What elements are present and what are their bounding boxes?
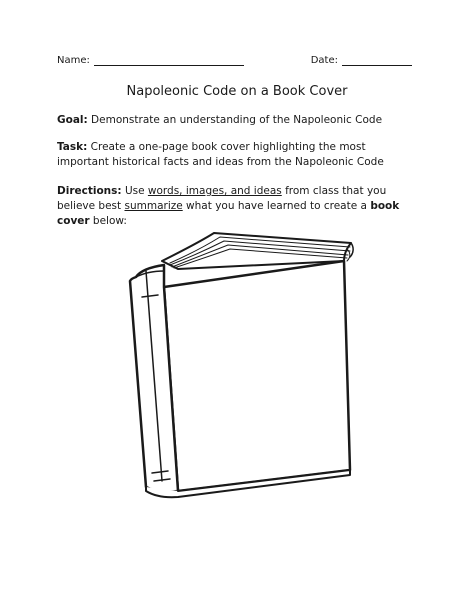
book-icon (118, 225, 366, 500)
date-blank-line[interactable] (342, 55, 412, 66)
header-row (57, 55, 412, 66)
date-label: Date: (310, 55, 338, 66)
name-blank-line[interactable] (94, 55, 244, 66)
name-field (57, 55, 244, 66)
goal-paragraph (57, 113, 416, 128)
directions-underlined-2: summarize (124, 200, 183, 212)
directions-underlined-1: words, images, and ideas (147, 185, 282, 197)
goal-text: Demonstrate an understanding of the Napoleonic Code (87, 114, 383, 126)
task-paragraph (57, 140, 416, 170)
name-label: Name: (57, 55, 90, 66)
goal-label: Goal: (57, 114, 88, 126)
directions-text-4: below: (89, 215, 127, 227)
directions-label: Directions: (57, 185, 122, 197)
page-title: Napoleonic Code on a Book Cover (126, 84, 348, 99)
directions-paragraph (57, 184, 416, 229)
date-field (311, 55, 412, 66)
directions-text-3: what you have learned to create a (182, 200, 371, 212)
task-text: Create a one-page book cover highlighting the most important historical facts and ideas from the Napoleonic Code (57, 141, 384, 168)
directions-text-2: from class that you believe best (57, 185, 387, 212)
directions-text-1: Use (121, 185, 148, 197)
directions-bold-1: book cover (57, 200, 400, 227)
task-label: Task: (57, 141, 88, 153)
